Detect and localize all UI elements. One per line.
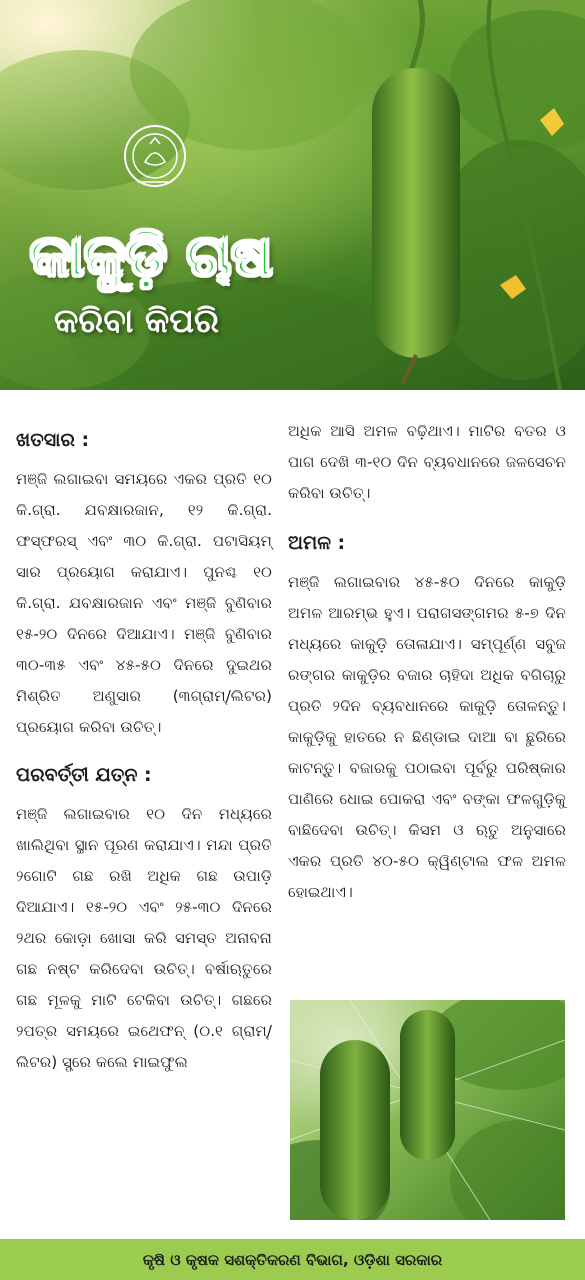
title-main: କାକୁଡ଼ି ଚାଷ <box>30 224 273 289</box>
poster-title <box>30 224 330 341</box>
cucumber-photo <box>290 1000 565 1220</box>
text-amala: ମଞ୍ଜି ଲଗାଇବାର ୪୫-୫୦ ଦିନରେ କାକୁଡ଼ି ଅମଳ ଆରମ୍ଭ ହୁଏ। ପରାଗସଙ୍ଗମର ୫-୭ ଦିନ ମଧ୍ୟରେ କାକୁଡ଼ି ତୋଳାଯାଏ। ସମ୍ପୂର୍ଣ୍ଣ ସବୁଜ ରଙ୍ଗର କାକୁଡ଼ିର ବଜାର ଚାହିଦା ଅଧିକ ବଗିଚାରୁ ପ୍ରତି ୨ଦିନ ବ୍ୟବଧାନରେ କାକୁଡ଼ି ତୋଳନ୍ତୁ। କାକୁଡ଼ିକୁ ହାତରେ ନ ଛିଣ୍ଡାଇ ଦାଆ ବା ଛୁରିରେ କାଟନ୍ତୁ। ବଜାରକୁ ପଠାଇବା ପୂର୍ବରୁ ପରିଷ୍କାର ପାଣିରେ ଧୋଇ ପୋକରା ଏବଂ ବଙ୍କା ଫଳଗୁଡ଼ିକୁ ବାଛିଦେବା ଉଚିତ୍। କିସମ ଓ ଋତୁ ଅନୁସାରେ ଏକର ପ୍ରତି ୪୦-୫୦ କ୍ୱିଣ୍ଟାଲ ଫଳ ଅମଳ ହୋଇଥାଏ। <box>288 573 566 901</box>
title-sub: କରିବା କିପରି <box>54 300 220 340</box>
odisha-emblem-icon <box>120 120 190 195</box>
left-column <box>16 410 272 1078</box>
footer-text: କୃଷି ଓ କୃଷକ ସଶକ୍ତିକରଣ ବିଭାଗ, ଓଡ଼ିଶା ସରକାର <box>142 1250 443 1269</box>
heading-amala: ଅମଳ : <box>288 532 346 554</box>
text-paravarti: ମଞ୍ଜି ଲଗାଇବାର ୧୦ ଦିନ ମଧ୍ୟରେ ଖାଲିଥିବା ସ୍ଥାନ ପୂରଣ କରାଯାଏ। ମନ୍ଦା ପ୍ରତି ୨ଗୋଟି ଗଛ ରଖି ଅଧିକ ଗଛ ଉପାଡ଼ି ଦିଆଯାଏ। ୧୫-୨୦ ଏବଂ ୨୫-୩୦ ଦିନରେ ୨ଥର କୋଡ଼ା ଖୋସା କରି ସମସ୍ତ ଅନାବନା ଗଛ ନଷ୍ଟ କରିଦେବା ଉଚିତ୍। ବର୍ଷାଋତୁରେ ଗଛ ମୂଳକୁ ମାଟି ଟେକିବା ଉଚିତ୍। ଗଛରେ ୨ପତ୍ର ସମୟରେ ଇଥେଫନ୍ (୦.୧ ଗ୍ରାମ୍/ଲିଟର) ସ୍ପ୍ରେ କଲେ ମାଇଫୁଲ <box>16 805 272 1071</box>
footer-bar <box>0 1239 585 1280</box>
heading-paravarti: ପରବର୍ତ୍ତୀ ଯତ୍ନ : <box>16 764 152 786</box>
cucumber-photo-image <box>290 1000 565 1220</box>
heading-khatasara: ଖତସାର : <box>16 429 90 451</box>
hero-banner <box>0 0 585 390</box>
right-column <box>288 416 566 908</box>
text-paravarti-continued: ଅଧିକ ଆସି ଅମଳ ବଢ଼ିଥାଏ। ମାଟିର ବତର ଓ ପାଗ ଦେଖି ୩-୧୦ ଦିନ ବ୍ୟବଧାନରେ ଜଳସେଚନ କରିବା ଉଚିତ୍। <box>288 422 566 502</box>
text-khatasara: ମଞ୍ଜି ଲଗାଇବା ସମୟରେ ଏକର ପ୍ରତି ୧୦ କି.ଗ୍ରା. ଯବକ୍ଷାରଜାନ, ୧୨ କି.ଗ୍ରା. ଫସ୍‌ଫରସ୍ ଏବଂ ୩୦ କି.ଗ୍ରା. ପଟାସିୟମ୍ ସାର ପ୍ରୟୋଗ କରାଯାଏ। ପୁନଶ୍ଚ ୧୦ କି.ଗ୍ରା. ଯବକ୍ଷାରଜାନ ଏବଂ ମଞ୍ଜି ବୁଣିବାର ୧୫-୨୦ ଦିନରେ ଦିଆଯାଏ। ମଞ୍ଜି ବୁଣିବାର ୩୦-୩୫ ଏବଂ ୪୫-୫୦ ଦିନରେ ଦୁଇଥର ମିଶ୍ରିତ ଅଣୁସାର (୩ଗ୍ରାମ୍/ଲିଟର) ପ୍ରୟୋଗ କରିବା ଉଚିତ୍। <box>16 470 272 736</box>
